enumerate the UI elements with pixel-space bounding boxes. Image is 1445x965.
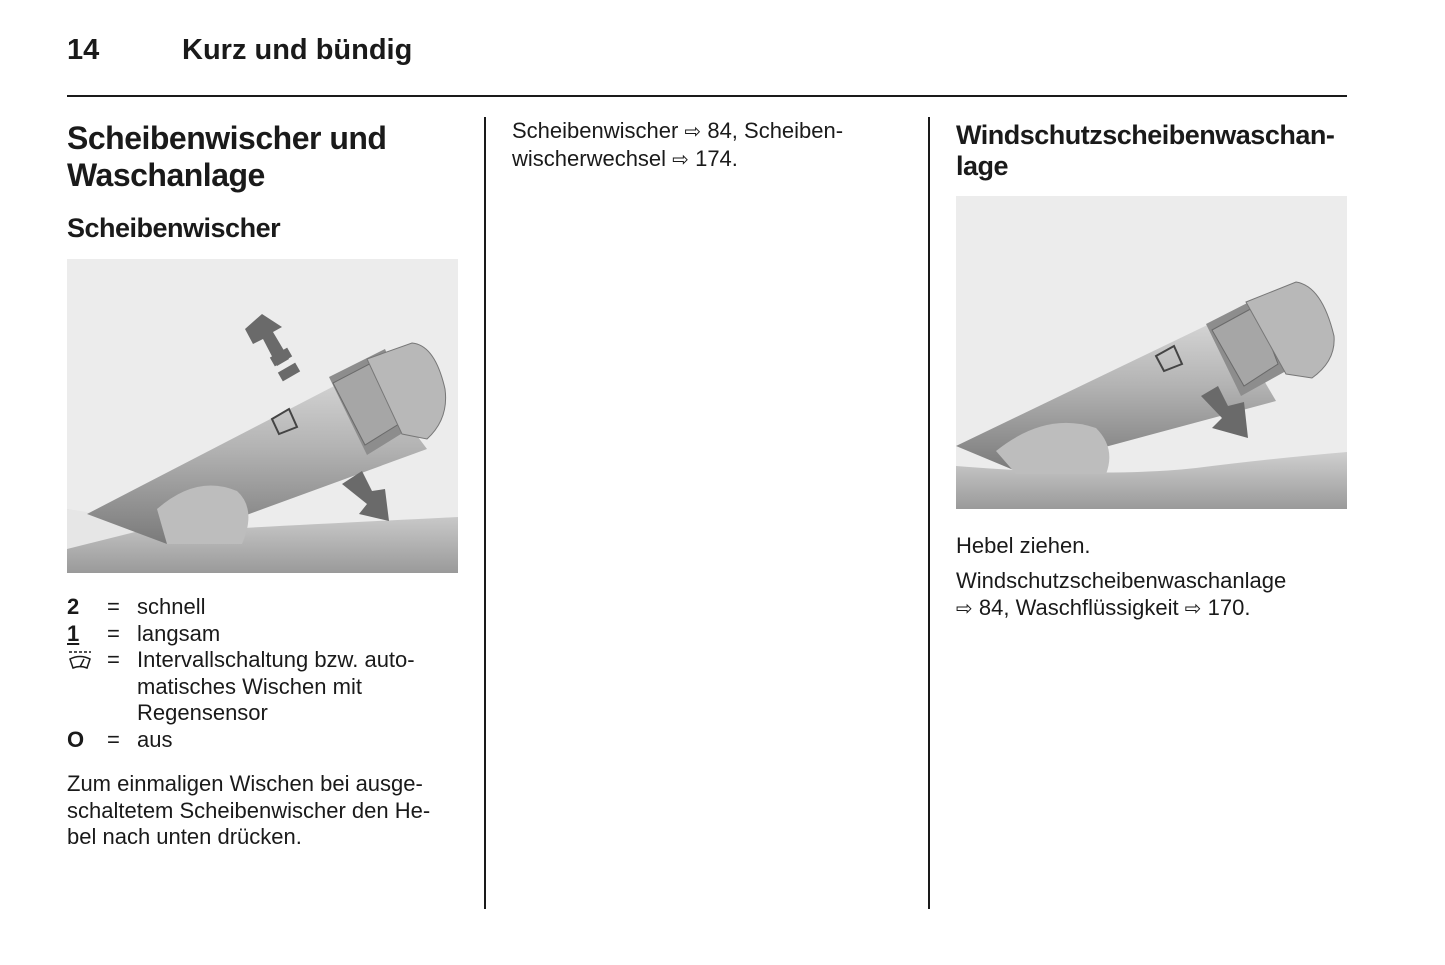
cross-reference-paragraph: [512, 118, 902, 173]
subsection-title: Scheibenwischer: [67, 213, 281, 243]
legend-key: [67, 647, 107, 727]
legend-value-line: Regensensor: [137, 700, 268, 725]
legend-value: [137, 647, 462, 727]
column-divider-2: [928, 117, 930, 909]
column-divider-1: [484, 117, 486, 909]
page-reference-link[interactable]: 84, Scheiben-: [707, 118, 844, 143]
section-title: [67, 120, 386, 194]
legend-key: O: [67, 726, 85, 752]
legend-equals: =: [107, 726, 120, 752]
pull-lever-paragraph: Hebel ziehen.: [956, 533, 1091, 558]
page-reference-arrow-icon: ⇨: [672, 148, 689, 171]
reference-line: [512, 146, 902, 174]
legend-equals: =: [107, 620, 120, 646]
legend-equals: =: [107, 594, 120, 619]
page-reference-link[interactable]: 170.: [1207, 594, 1251, 620]
legend-value: aus: [137, 726, 173, 752]
page-number: 14: [67, 34, 100, 66]
washer-title-line1: Windschutzscheibenwaschan-: [956, 120, 1335, 150]
paragraph-line: schaltetem Scheibenwischer den He-: [67, 797, 431, 823]
legend-row: [67, 621, 462, 648]
section-title-line2: Waschanlage: [67, 157, 265, 193]
legend-row: [67, 647, 462, 727]
page-reference-link[interactable]: 84, Waschflüssigkeit: [978, 594, 1179, 620]
legend-value-line: Intervallschaltung bzw. auto-: [137, 647, 415, 672]
legend-value-line: matisches Wischen mit: [137, 673, 362, 699]
reference-line: [956, 595, 1356, 623]
interval-wiper-icon: [67, 650, 93, 672]
legend-equals: =: [107, 647, 120, 672]
legend-value: schnell: [137, 594, 206, 619]
wiper-lever-figure: [67, 259, 458, 573]
reference-line: [512, 118, 902, 146]
page-reference-arrow-icon: ⇨: [956, 597, 973, 620]
page-reference-arrow-icon: ⇨: [1184, 597, 1202, 620]
legend-key: 1: [67, 620, 80, 646]
wiper-lever-illustration: [67, 259, 458, 573]
legend-value: langsam: [137, 620, 221, 646]
reference-text: wischerwechsel: [512, 145, 667, 171]
legend-row: [67, 594, 462, 621]
reference-text: Scheibenwischer: [512, 118, 679, 143]
single-wipe-paragraph: [67, 771, 467, 851]
legend-row: [67, 727, 462, 754]
paragraph-line: bel nach unten drücken.: [67, 824, 302, 849]
section-title-line1: Scheibenwischer und: [67, 120, 387, 156]
page-reference-link[interactable]: 174.: [695, 145, 738, 171]
washer-lever-illustration: [956, 196, 1347, 509]
washer-title-line2: lage: [956, 151, 1009, 181]
washer-reference-paragraph: [956, 568, 1356, 622]
header-rule: [67, 95, 1347, 97]
paragraph-line: Zum einmaligen Wischen bei ausge-: [67, 771, 423, 796]
switch-position-legend: [67, 594, 462, 753]
washer-section-title: [956, 120, 1334, 182]
page-heading: Kurz und bündig: [182, 34, 413, 66]
washer-lever-figure: [956, 196, 1347, 509]
legend-key: 2: [67, 594, 80, 619]
page-reference-arrow-icon: ⇨: [684, 121, 702, 143]
reference-line: Windschutzscheibenwaschanlage: [956, 568, 1287, 593]
